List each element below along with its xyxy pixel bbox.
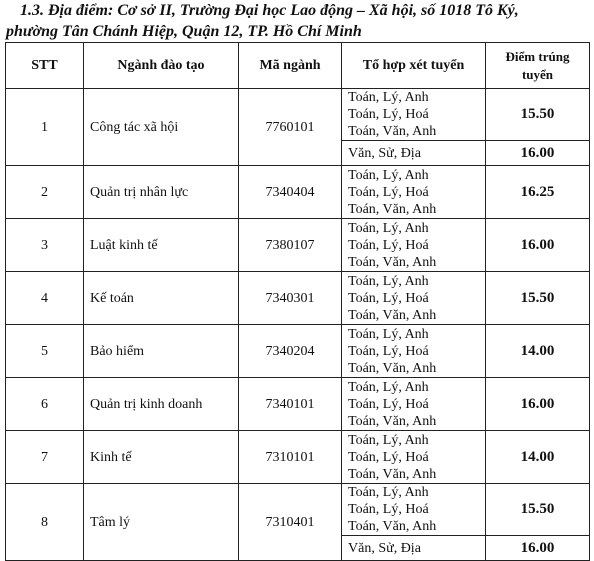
cell-diem: 16.00: [486, 141, 590, 166]
header-ma-nganh: Mã ngành: [239, 43, 342, 89]
cell-ma-nganh: 7340404: [239, 166, 342, 219]
table-row: [6, 272, 590, 325]
combo-item: Toán, Lý, Anh: [348, 326, 429, 342]
cell-stt: 7: [6, 431, 84, 484]
cell-diem: 16.25: [486, 166, 590, 219]
cell-nganh: Công tác xã hội: [84, 89, 239, 166]
table-row: [6, 378, 590, 431]
combo-item: Toán, Lý, Hoá: [348, 237, 429, 253]
cell-to-hop: [342, 219, 486, 272]
cell-to-hop: [342, 166, 486, 219]
cell-ma-nganh: 7760101: [239, 89, 342, 166]
cell-diem: 15.50: [486, 89, 590, 141]
cell-nganh: Kinh tế: [84, 431, 239, 484]
combo-item: Toán, Lý, Hoá: [348, 396, 429, 412]
cell-ma-nganh: 7380107: [239, 219, 342, 272]
combo-item: Toán, Văn, Anh: [348, 307, 437, 323]
cell-to-hop: [342, 272, 486, 325]
combo-item: Toán, Lý, Anh: [348, 220, 429, 236]
combo-item: Toán, Lý, Anh: [348, 167, 429, 183]
combo-item: Toán, Văn, Anh: [348, 254, 437, 270]
combo-item: Toán, Lý, Anh: [348, 432, 429, 448]
cell-stt: 1: [6, 89, 84, 166]
combo-item: Toán, Văn, Anh: [348, 124, 437, 139]
cell-nganh: Luật kinh tế: [84, 219, 239, 272]
table-row: [6, 325, 590, 378]
header-diem-line-2: tuyển: [521, 66, 554, 82]
cell-to-hop: [342, 141, 486, 166]
table-row: [6, 431, 590, 484]
combo-item: Toán, Văn, Anh: [348, 201, 437, 217]
combo-item: Toán, Lý, Hoá: [348, 107, 429, 122]
header-nganh: Ngành đào tạo: [84, 43, 239, 89]
cell-ma-nganh: 7340204: [239, 325, 342, 378]
combo-item: Toán, Lý, Hoá: [348, 449, 429, 465]
table-row: [6, 89, 590, 141]
cell-diem: 14.00: [486, 325, 590, 378]
combo-item: Toán, Lý, Anh: [348, 485, 429, 500]
table-body: [6, 89, 590, 561]
combo-item: Toán, Văn, Anh: [348, 360, 437, 376]
cell-nganh: Kế toán: [84, 272, 239, 325]
cell-to-hop: [342, 484, 486, 536]
cell-nganh: Quản trị nhân lực: [84, 166, 239, 219]
cell-stt: 3: [6, 219, 84, 272]
header-diem: [486, 43, 590, 89]
combo-item: Toán, Lý, Hoá: [348, 290, 429, 306]
cell-nganh: Tâm lý: [84, 484, 239, 561]
combo-item: Toán, Lý, Anh: [348, 273, 429, 289]
cell-diem: 16.00: [486, 219, 590, 272]
cell-stt: 8: [6, 484, 84, 561]
table-header-row: [6, 43, 590, 89]
cell-diem: 15.50: [486, 272, 590, 325]
heading-line-1: 1.3. Địa điểm: Cơ sở II, Trường Đại học Lao động – Xã hội, số 1018 Tô Ký,: [20, 2, 519, 19]
header-stt: STT: [6, 43, 84, 89]
cell-diem: 15.50: [486, 484, 590, 536]
combo-item: Toán, Lý, Anh: [348, 90, 429, 105]
combo-item: Toán, Văn, Anh: [348, 413, 437, 429]
combo-item: Toán, Văn, Anh: [348, 466, 437, 482]
admission-score-table: [5, 42, 590, 561]
table-row: [6, 166, 590, 219]
table-row: [6, 484, 590, 536]
cell-diem: 14.00: [486, 431, 590, 484]
cell-ma-nganh: 7340301: [239, 272, 342, 325]
combo-item: Toán, Lý, Anh: [348, 379, 429, 395]
cell-diem: 16.00: [486, 378, 590, 431]
cell-nganh: Quản trị kinh doanh: [84, 378, 239, 431]
combo-item: Toán, Lý, Hoá: [348, 502, 429, 517]
header-to-hop: Tổ hợp xét tuyển: [342, 43, 486, 89]
section-heading: [6, 0, 592, 42]
cell-ma-nganh: 7340101: [239, 378, 342, 431]
cell-nganh: Bảo hiểm: [84, 325, 239, 378]
cell-ma-nganh: 7310101: [239, 431, 342, 484]
combo-item: Toán, Văn, Anh: [348, 519, 437, 534]
combo-item: Toán, Lý, Hoá: [348, 343, 429, 359]
combo-item: Văn, Sử, Địa: [348, 145, 421, 161]
heading-line-2: phường Tân Chánh Hiệp, Quận 12, TP. Hồ Chí Minh: [6, 23, 362, 40]
cell-to-hop: [342, 325, 486, 378]
cell-ma-nganh: 7310401: [239, 484, 342, 561]
cell-to-hop: [342, 89, 486, 141]
cell-stt: 5: [6, 325, 84, 378]
cell-stt: 4: [6, 272, 84, 325]
header-diem-line-1: Điểm trúng: [505, 48, 570, 64]
cell-stt: 6: [6, 378, 84, 431]
combo-item: Văn, Sử, Địa: [348, 540, 421, 556]
cell-diem: 16.00: [486, 536, 590, 561]
combo-item: Toán, Lý, Hoá: [348, 184, 429, 200]
cell-to-hop: [342, 431, 486, 484]
cell-to-hop: [342, 378, 486, 431]
cell-stt: 2: [6, 166, 84, 219]
table-row: [6, 219, 590, 272]
